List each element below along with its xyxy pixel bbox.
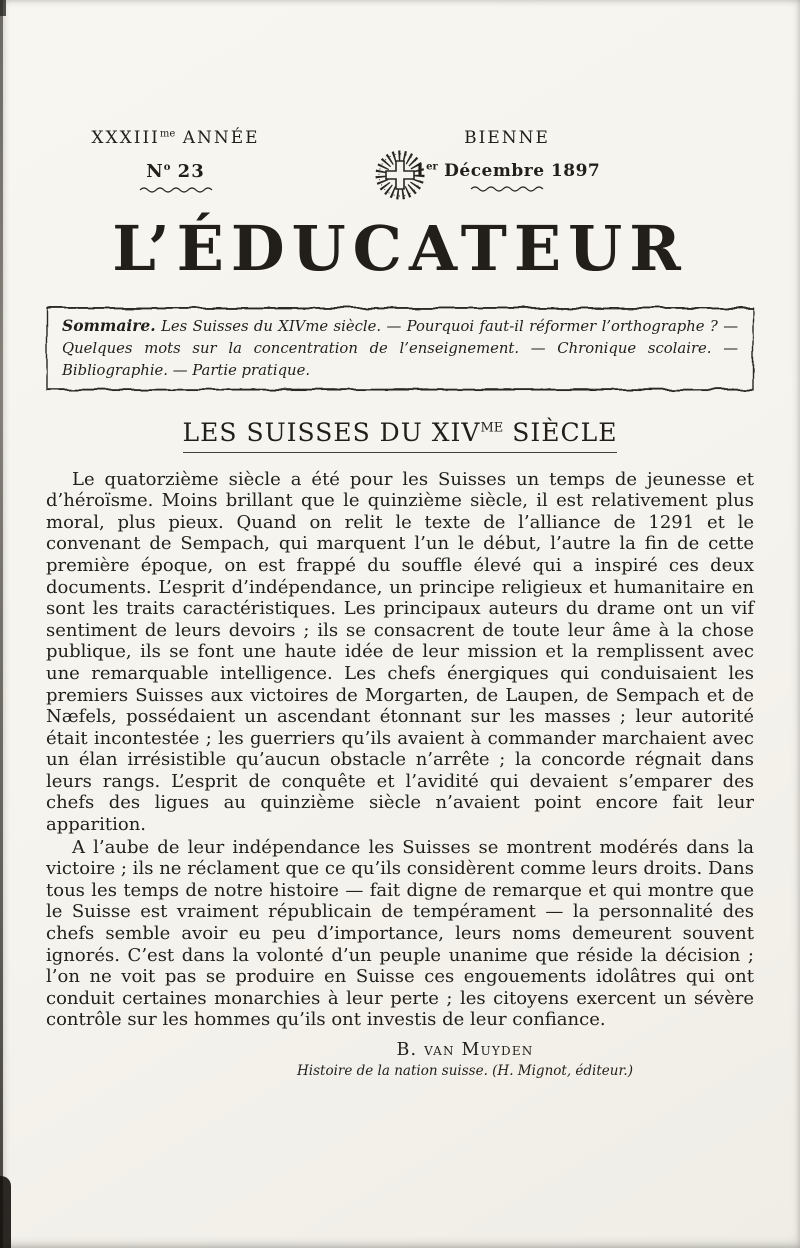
article-body [46, 469, 754, 1079]
article-paragraph: Le quatorzième siècle a été pour les Suisses un temps de jeunesse et d’héroïsme. Moins brillant que le quinzième siècle, il est relativement plus moral, plus pieux. Quand on relit le texte de l’alliance de 1291 et le convenant de Sempach, qui marquent l’un le début, l’autre la fin de cette première époque, on est frappé du souffle élevé qui a inspiré ces deux documents. L’esprit d’indépendance, un principe religieux et humanitaire en sont les traits caractéristiques. Les principaux auteurs du drame ont un vif sentiment de leurs devoirs ; ils se consacrent de toute leur âme à la chose publique, ils se font une haute idée de leur mission et la remplissent avec une remarquable intelligence. Les chefs énergiques qui conduisaient les premiers Suisses aux victoires de Morgarten, de Laupen, de Sempach et de Næfels, possédaient un ascendant étonnant sur les masses ; leur autorité était incontestée ; les guerriers qu’ils avaient à commander marchaient avec un élan irrésistible qu’aucun obstacle n’arrête ; la concorde régnait dans leurs rangs. L’esprit de conquête et l’avidité qui devaient s’emparer des chefs des ligues au quinzième siècle n’avaient point encore fait leur apparition. [46, 468, 754, 836]
masthead [0, 0, 800, 216]
issue-number: $N^o$ 23 [146, 161, 205, 182]
journal-title: L’ÉDUCATEUR [112, 212, 688, 285]
wavy-underline-icon [139, 186, 213, 194]
wavy-underline-icon [470, 185, 544, 193]
article-heading: LES SUISSES DU $XIV^{ME}$ SIÈCLE [0, 418, 800, 453]
masthead-place-date [412, 128, 602, 193]
masthead-year-issue [78, 128, 273, 194]
signature-block [46, 1040, 754, 1079]
volume-year [78, 128, 273, 148]
article-paragraph: A l’aube de leur indépendance les Suisses se montrent modérés dans la victoire ; ils ne réclament que ce qu’ils considèrent comme leurs droits. Dans tous les temps de notre histoire — fait digne de remarque et qui montre que le Suisse est vraiment républicain de tempérament — la personnalité des chefs semble avoir eu peu d’importance, leurs noms demeurent souvent ignorés. C’est dans la volonté d’un peuple unanime que réside la décision ; l’on ne voit pas se produire en Suisse ces engouements idolâtres qui ont conduit certaines monarchies à leur perte ; les citoyens exercent un sévère contrôle sur les hommes qu’ils ont investis de leur confiance. [46, 836, 754, 1031]
volume-ordinal-sup: me [159, 128, 176, 140]
publication-date: 1er Décembre 1897 [413, 161, 601, 181]
publication-place: BIENNE [464, 128, 550, 148]
sommaire-label: Sommaire. [62, 316, 156, 335]
source-citation: Histoire de la nation suisse. (H. Mignot, éditeur.) [297, 1063, 633, 1079]
volume-word: ANNÉE [182, 128, 260, 148]
volume-roman: XXXIII [91, 128, 160, 148]
sommaire-text: Sommaire. Les Suisses du XIVme siècle. — Pourquoi faut-il réformer l’orthographe ? — Quelques mots sur la concentration de l’enseignement. — Chronique scolaire. — Bibliographie. — Partie pratique. [62, 316, 738, 380]
author-signature: B. van Muyden [396, 1040, 534, 1060]
sommaire-box [44, 304, 756, 394]
scan-corner-blob [0, 1176, 11, 1248]
